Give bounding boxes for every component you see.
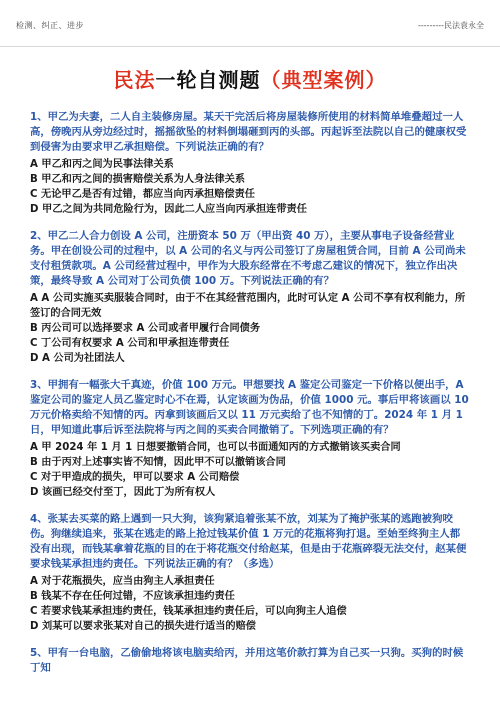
option-c: C 若要求钱某承担违约责任，钱某承担违约责任后，可以向狗主人追偿 [30,606,347,617]
title-red-suffix: （典型案例） [260,68,387,92]
header-right-text: ---------民法袁永全 [418,21,484,30]
option-a: A 甲 2024 年 1 月 1 日想要撤销合同，也可以书面通知丙的方式撤销该买卖合同 [30,442,401,453]
page-title [0,64,500,93]
question-text: 3、甲拥有一幅张大千真迹，价值 100 万元。甲想要找 A 鉴定公司鉴定一下价格以便出手，A 鉴定公司的鉴定人员乙鉴定时心不在焉，认定该画为伪品，价值 1000 元。事后甲将该画以 10 万元价格卖给不知情的丙。丙拿到该画后又以 11 万元卖给了也不知情的丁。2024 年 1 月 1 日，甲知道此事后诉至法院将与丙之间的买卖合同撤销了。下列选项正确的有？ [30,379,469,436]
question-text: 5、甲有一台电脑，乙偷偷地将该电脑卖给丙，并用这笔价款打算为自己买一只狗。买狗的时候丁知 [30,647,464,674]
option-a: A A 公司实施买卖服装合同时，由于不在其经营范围内，此时可认定 A 公司不享有权利能力，所签订的合同无效 [30,293,466,319]
option-b: B 丙公司可以选择要求 A 公司或者甲履行合同债务 [30,323,261,334]
option-c: C 丁公司有权要求 A 公司和甲承担连带责任 [30,338,230,349]
option-a: A 对于花瓶损失，应当由狗主人承担责任 [30,576,215,587]
option-b: B 由于丙对上述事实皆不知情，因此甲不可以撤销该合同 [30,457,286,468]
question-2 [30,229,470,366]
question-3 [30,378,470,500]
option-d: D 甲乙之间为共同危险行为，因此二人应当向丙承担连带责任 [30,204,307,215]
option-b: B 甲乙和丙之间的损害赔偿关系为人身法律关系 [30,174,246,185]
question-text: 2、甲乙二人合力创设 A 公司，注册资本 50 万（甲出资 40 万），主要从事电子设备经营业务。甲在创设公司的过程中，以 A 公司的名义与丙公司签订了房屋租赁合同，目前 A 公司尚未支付租赁款项。A 公司经营过程中，甲作为大股东经常在不考虑乙建议的情况下，独立作出决策，最终导致 A 公司对丁公司负债 100 万。下列说法正确的有？ [30,230,466,287]
question-4 [30,512,470,634]
question-text: 1、甲乙为夫妻，二人自主装修房屋。某天干完活后将房屋装修所使用的材料简单堆叠超过一人高，傍晚丙从旁边经过时，摇摇欲坠的材料倒塌砸到丙的头部。丙起诉至法院以自己的健康权受到侵害为由要求甲乙承担赔偿。下列说法正确的有？ [30,111,467,153]
option-c: C 对于甲造成的损失，甲可以要求 A 公司赔偿 [30,472,240,483]
question-1 [30,110,470,217]
question-text: 4、张某去买菜的路上遇到一只大狗，该狗紧追着张某不放，刘某为了掩护张某的逃跑被狗咬伤。狗继续追来，张某在逃走的路上抢过钱某价值 1 万元的花瓶将狗打退。至始至终狗主人都没有出现，而钱某拿着花瓶的目的在于将花瓶交付给赵某，但是由于花瓶碎裂无法交付，赵某便要求钱某承担违约责任。下列说法正确的有？（多选） [30,513,467,570]
option-d: D A 公司为社团法人 [30,353,125,364]
option-a: A 甲乙和丙之间为民事法律关系 [30,159,174,170]
header-left-text: 检测、纠正、进步 [16,21,84,30]
question-5 [30,646,470,676]
question-list [30,110,470,688]
title-red-part: 民法 [113,68,156,92]
option-b: B 钱某不存在任何过错，不应该承担违约责任 [30,591,235,602]
option-d: D 刘某可以要求张某对自己的损失进行适当的赔偿 [30,621,256,632]
page-header [0,0,500,47]
title-black-part: 一轮自测题 [155,68,261,92]
option-c: C 无论甲乙是否有过错，都应当向丙承担赔偿责任 [30,189,255,200]
option-d: D 该画已经交付至丁，因此丁为所有权人 [30,487,216,498]
